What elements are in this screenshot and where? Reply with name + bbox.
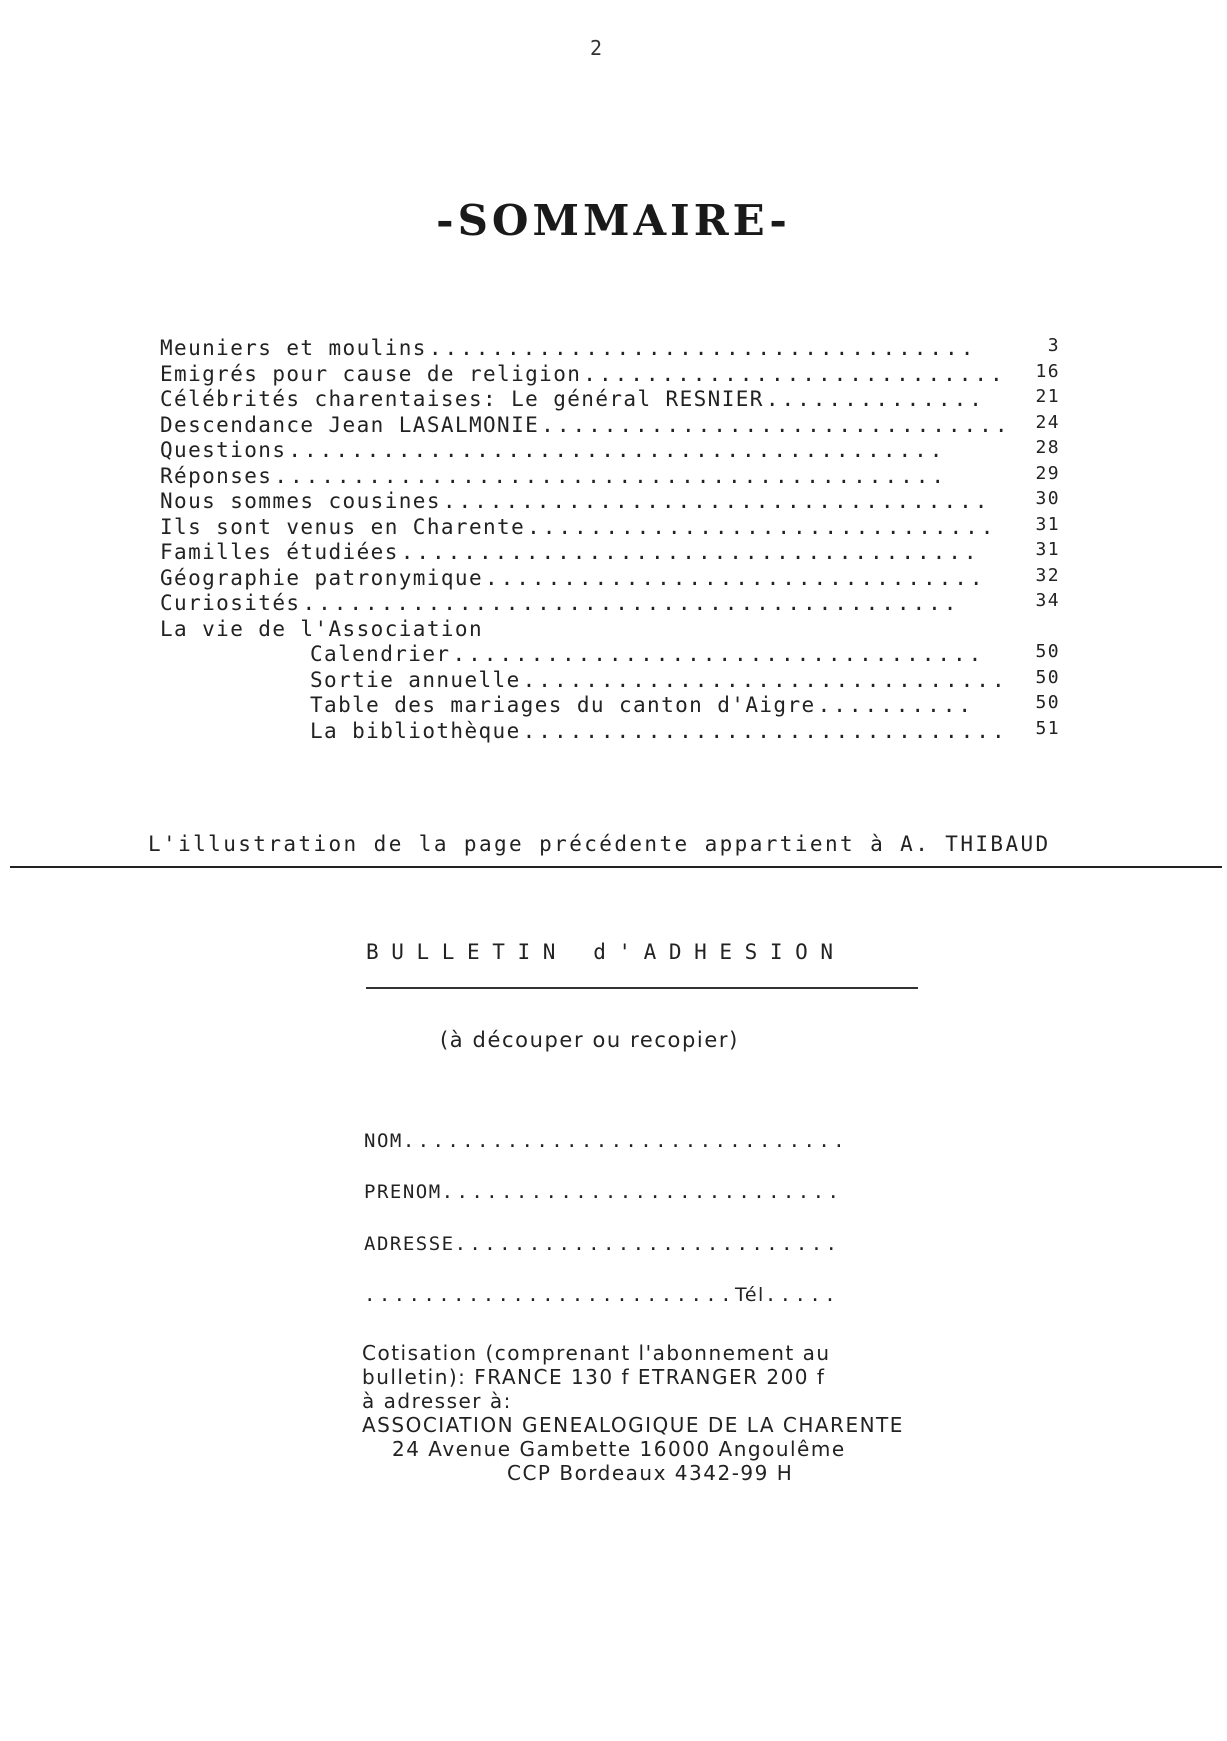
toc-page-number: 51 [1035, 717, 1060, 739]
toc-leader-dots: ................................ [485, 565, 986, 590]
toc-leader-dots: .......................................... [288, 438, 946, 462]
toc-leader-dots: .................................. [452, 642, 985, 666]
cotisation-block [362, 1341, 962, 1485]
toc-title: Géographie patronymique [160, 565, 483, 590]
bulletin-title: BULLETIN d'ADHESION [366, 940, 846, 964]
toc-leader-dots: .............................. [541, 412, 1011, 437]
toc-section-heading [160, 617, 1060, 643]
field-dots: ..... [764, 1284, 840, 1306]
bulletin-note: (à découper ou recopier) [440, 1028, 739, 1052]
cotisation-line: bulletin): FRANCE 130 f ETRANGER 200 f [362, 1365, 826, 1389]
toc-page-number: 31 [1035, 539, 1060, 560]
toc-page-number: 24 [1035, 411, 1060, 433]
illustration-credit: L'illustration de la page précédente appartient à A. THIBAUD [148, 832, 1051, 856]
toc-title: Familles étudiées [160, 540, 399, 564]
toc-leader-dots: ............................... [522, 718, 1008, 743]
toc-leader-dots: ........................................... [274, 463, 948, 488]
toc-row [160, 693, 1060, 719]
page-title: -SOMMAIRE- [436, 196, 791, 245]
toc-row [160, 540, 1060, 566]
toc-page-number: 21 [1035, 386, 1060, 407]
toc-title: Réponses [160, 463, 273, 488]
toc-row [160, 591, 1060, 617]
toc-leader-dots: ........................... [583, 361, 1006, 386]
toc-row [160, 387, 1060, 413]
toc-page-number: 34 [1035, 590, 1060, 611]
field-label: NOM [364, 1130, 403, 1152]
association-street: 24 Avenue Gambette 16000 Angoulême [392, 1437, 846, 1461]
form-field-adresse[interactable] [364, 1233, 840, 1255]
toc-leader-dots: ................................... [442, 489, 991, 513]
toc-page-number: 31 [1035, 513, 1060, 535]
field-label: PRENOM [364, 1181, 442, 1203]
form-field-nom[interactable] [364, 1130, 848, 1152]
toc-title: Célébrités charentaises: Le général RESNIER [160, 387, 764, 411]
toc-row [160, 515, 1060, 541]
toc-row [160, 642, 1060, 668]
toc-title: Emigrés pour cause de religion [160, 361, 582, 386]
association-name: ASSOCIATION GENEALOGIQUE DE LA CHARENTE [362, 1413, 904, 1437]
toc-page-number: 30 [1035, 488, 1060, 509]
toc-page-number: 3 [1047, 335, 1060, 356]
toc-title: La vie de l'Association [160, 616, 483, 641]
toc-leader-dots: .............. [765, 387, 985, 411]
toc-row [160, 489, 1060, 515]
toc-page-number: 29 [1035, 462, 1060, 484]
table-of-contents [160, 336, 1060, 744]
toc-leader-dots: ..................................... [400, 540, 980, 564]
toc-leader-dots: ............................... [522, 667, 1008, 692]
toc-title: Descendance Jean LASALMONIE [160, 412, 540, 437]
toc-page-number: 50 [1035, 641, 1060, 662]
toc-row [160, 413, 1060, 439]
bulletin-title-underline [366, 987, 918, 989]
toc-title: Nous sommes cousines [160, 489, 441, 513]
field-label-tel: Tél [734, 1284, 765, 1306]
toc-row [160, 336, 1060, 362]
form-field-prenom[interactable] [364, 1181, 842, 1203]
toc-title: Table des mariages du canton d'Aigre [310, 693, 816, 717]
toc-row [160, 566, 1060, 592]
toc-page-number: 16 [1035, 360, 1060, 382]
toc-row [160, 719, 1060, 745]
association-ccp: CCP Bordeaux 4342-99 H [507, 1461, 794, 1485]
toc-row [160, 438, 1060, 464]
cut-line-divider [10, 866, 1222, 868]
field-dots: ........................... [441, 1181, 843, 1203]
toc-page-number: 32 [1035, 564, 1060, 586]
toc-title: Questions [160, 438, 287, 462]
toc-title: Curiosités [160, 591, 301, 615]
toc-title: Sortie annuelle [310, 667, 521, 692]
toc-row [160, 362, 1060, 388]
page-number: 2 [590, 36, 603, 60]
toc-page-number: 50 [1035, 692, 1060, 713]
field-dots: .......................... [454, 1233, 841, 1255]
cotisation-line: Cotisation (comprenant l'abonnement au [362, 1341, 831, 1365]
field-label: ADRESSE [364, 1233, 455, 1255]
toc-page-number: 50 [1035, 666, 1060, 688]
toc-page-number: 28 [1035, 437, 1060, 458]
toc-title: Calendrier [310, 642, 451, 666]
toc-title: Meuniers et moulins [160, 336, 427, 360]
form-field-adresse-tel[interactable] [364, 1284, 839, 1306]
toc-title: La bibliothèque [310, 718, 521, 743]
toc-row [160, 668, 1060, 694]
cotisation-line: à adresser à: [362, 1389, 512, 1413]
toc-leader-dots: ................................... [428, 336, 977, 360]
toc-title: Ils sont venus en Charente [160, 514, 526, 539]
field-dots: .............................. [402, 1130, 848, 1152]
toc-leader-dots: .......... [817, 693, 974, 717]
toc-leader-dots: .......................................... [302, 591, 960, 615]
field-dots: ......................... [364, 1284, 735, 1306]
toc-leader-dots: .............................. [527, 514, 997, 539]
toc-row [160, 464, 1060, 490]
